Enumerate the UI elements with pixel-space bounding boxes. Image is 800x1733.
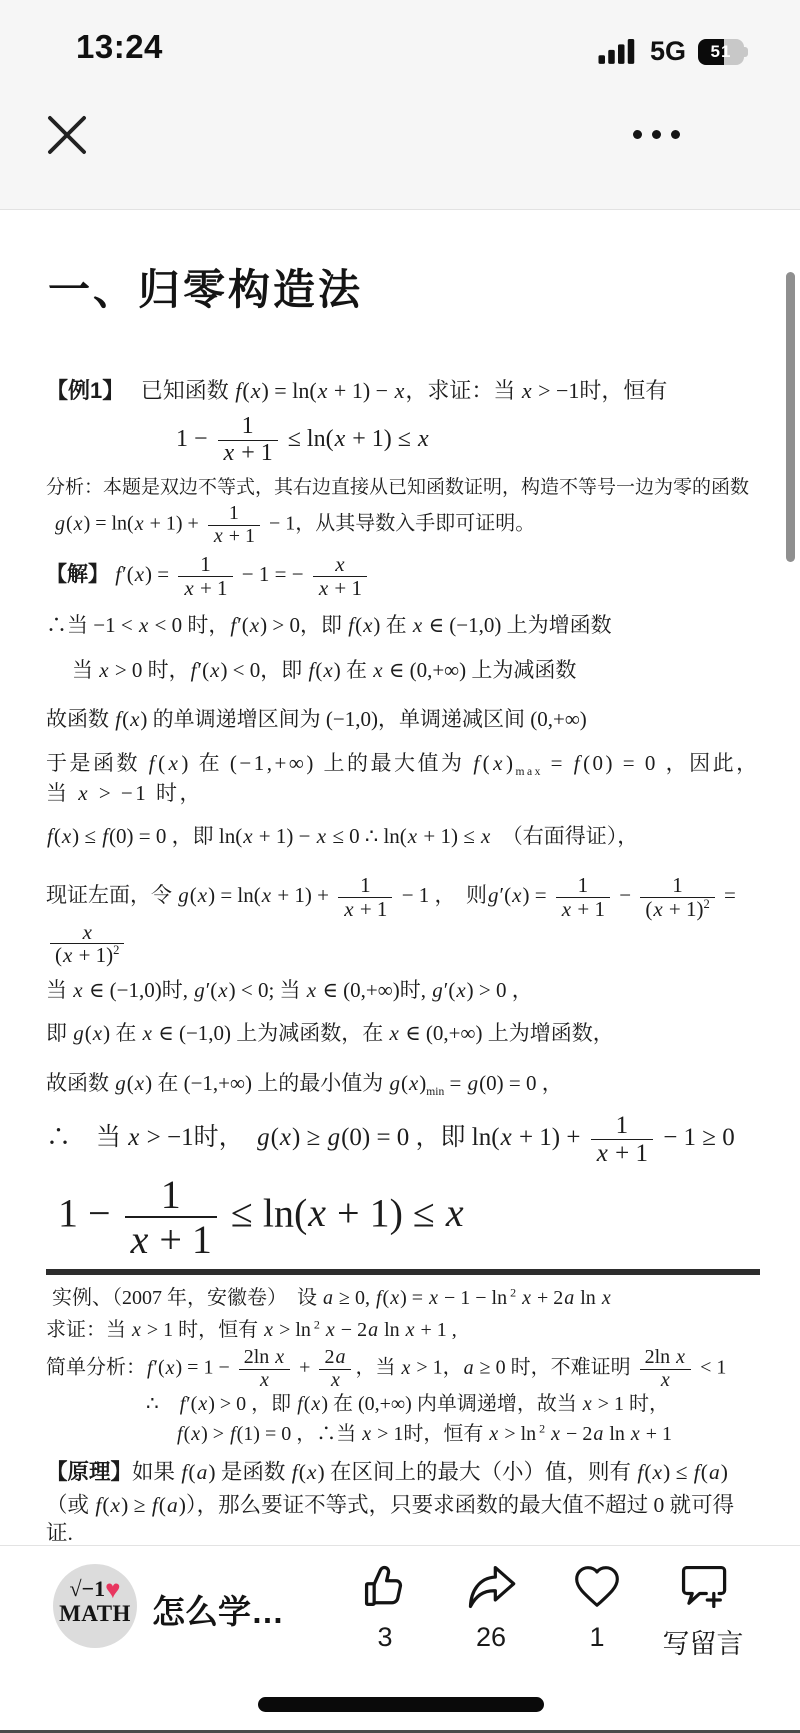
article-line: 当 x ∈ (−1,0)时, g′(x) < 0; 当 x ∈ (0,+∞)时, g′(x) > 0 ， [46,977,533,1002]
share-button[interactable] [436,1556,546,1653]
article-line: f(x) > f(1) = 0 ，∴当 x > 1时，恒有 x > ln $^2$ x − 2a ln x + 1 [177,1421,673,1446]
article-line: ∴ f′(x) > 0 ，即 f(x) 在 (0,+∞) 内单调递增，故当 x > 1 时， [146,1393,670,1416]
network-type-label: 5G [649,36,686,66]
share-icon [436,1556,546,1618]
article-line: 1 − $\frac{1}{x + 1}$ ≤ ln(x + 1) ≤ x [58,1171,464,1262]
thumbs-up-icon [330,1556,440,1618]
favorite-button[interactable] [542,1556,652,1653]
top-chrome [0,0,800,210]
close-icon[interactable] [42,110,92,160]
article-line: 故函数 f(x) 的单调递增区间为 (−1,0)，单调递减区间 (0,+∞) [46,707,587,732]
share-count: 26 [475,1622,507,1652]
home-indicator [258,1697,544,1712]
heart-icon [542,1556,652,1618]
avatar-sqrt-text: √−1 [69,1576,106,1601]
article-content [0,211,800,1556]
article-line: 简单分析：f′(x) = 1 − $\frac{\text{2ln x}}{x}$ + $\frac{2a}{x}$ ，当 x > 1，a ≥ 0 时，不难证明 $\frac{\text{2ln x}}{x}$ < 1 [46,1346,727,1391]
article-line: 现证左面，令 g(x) = ln(x + 1) + $\frac{1}{x + 1}$ − 1 ， 则g′(x) = $\frac{1}{x + 1}$ − $\frac{1}{(x + 1)^2}$ = $\frac{x}{(x + 1)^2}$ [46,873,736,968]
status-icons [598,36,748,67]
more-options-icon[interactable] [633,130,680,139]
heart-logo-icon: ♥ [105,1575,121,1604]
article-line: 1 − $\frac{1}{x + 1}$ ≤ ln(x + 1) ≤ x [176,412,429,466]
article-line: 分析：本题是双边不等式，其右边直接从已知函数证明，构造不等号一边为零的函数 [46,477,750,499]
cellular-signal-icon [598,39,638,65]
page-title: 一、归零构造法 [48,266,364,313]
article-line: 【原理】如果 f(a) 是函数 f(x) 在区间上的最大（小）值，则有 f(x) ≤ f(a) [46,1460,728,1485]
article-line: ∴ 当 x > −1时， g(x) ≥ g(0) = 0 ，即 ln(x + 1) + $\frac{1}{x + 1}$ − 1 ≥ 0 [46,1111,735,1167]
comment-button[interactable] [648,1556,758,1661]
article-line: 【例1】 已知函数 f(x) = ln(x + 1) − x，求证：当 x > −1时，恒有 [46,378,668,403]
favorite-count: 1 [589,1622,605,1652]
comment-label: 写留言 [662,1629,744,1659]
article-line: 故函数 g(x) 在 (−1,+∞) 上的最小值为 $g(x)_{min} = g(0) = 0$ ， [46,1070,563,1098]
avatar[interactable] [53,1564,137,1648]
nav-bar [0,90,800,209]
article-line: 求证：当 x > 1 时，恒有 x > ln $^2$ x − 2a ln x + 1 , [46,1317,457,1342]
article-body [0,377,800,1556]
scrollbar-thumb[interactable] [786,272,795,562]
article-line: 于是函数 f(x) 在 (−1,+∞) 上的最大值为 $f(x)_{max} = f(0) = 0$ ，因此，当 x > −1 时， [46,750,760,805]
article-line: 【解】 f′(x) = $\frac{1}{x + 1}$ − 1 = − $\frac{x}{x + 1}$ [46,553,760,599]
article-line: g(x) = ln(x + 1) + $\frac{1}{x + 1}$ − 1，从其导数入手即可证明。 [55,502,536,547]
comment-icon [648,1556,758,1618]
like-count: 3 [377,1622,393,1652]
article-line: 即 g(x) 在 x ∈ (−1,0) 上为减函数，在 x ∈ (0,+∞) 上为增函数， [46,1021,614,1046]
article-line: f(x) ≤ f(0) = 0 ，即 ln(x + 1) − x ≤ 0 ∴ ln(x + 1) ≤ x （右面得证）， [47,824,639,848]
avatar-math-text: MATH [59,1601,131,1626]
article-line: ∴当 −1 < x < 0 时，f′(x) > 0，即 f(x) 在 x ∈ (−1,0) 上为增函数 [46,612,612,637]
battery-cap [744,47,748,57]
status-bar [0,0,800,90]
clock: 13:24 [76,28,163,65]
account-name[interactable]: 怎么学… [152,1593,284,1630]
battery-icon [698,39,748,65]
battery-percent: 51 [710,41,732,61]
article-line: （或 f(x) ≥ f(a)），那么要证不等式，只要求函数的最大值不超过 0 就可得证. [46,1493,735,1546]
article-line: 实例、（2007 年，安徽卷） 设 a ≥ 0, f(x) = x − 1 − ln $^2$ x + 2a ln x [52,1285,611,1310]
article-line: 当 x > 0 时，f′(x) < 0，即 f(x) 在 x ∈ (0,+∞) 上为减函数 [72,657,577,682]
like-button[interactable] [330,1556,440,1653]
double-rule [46,1269,760,1275]
